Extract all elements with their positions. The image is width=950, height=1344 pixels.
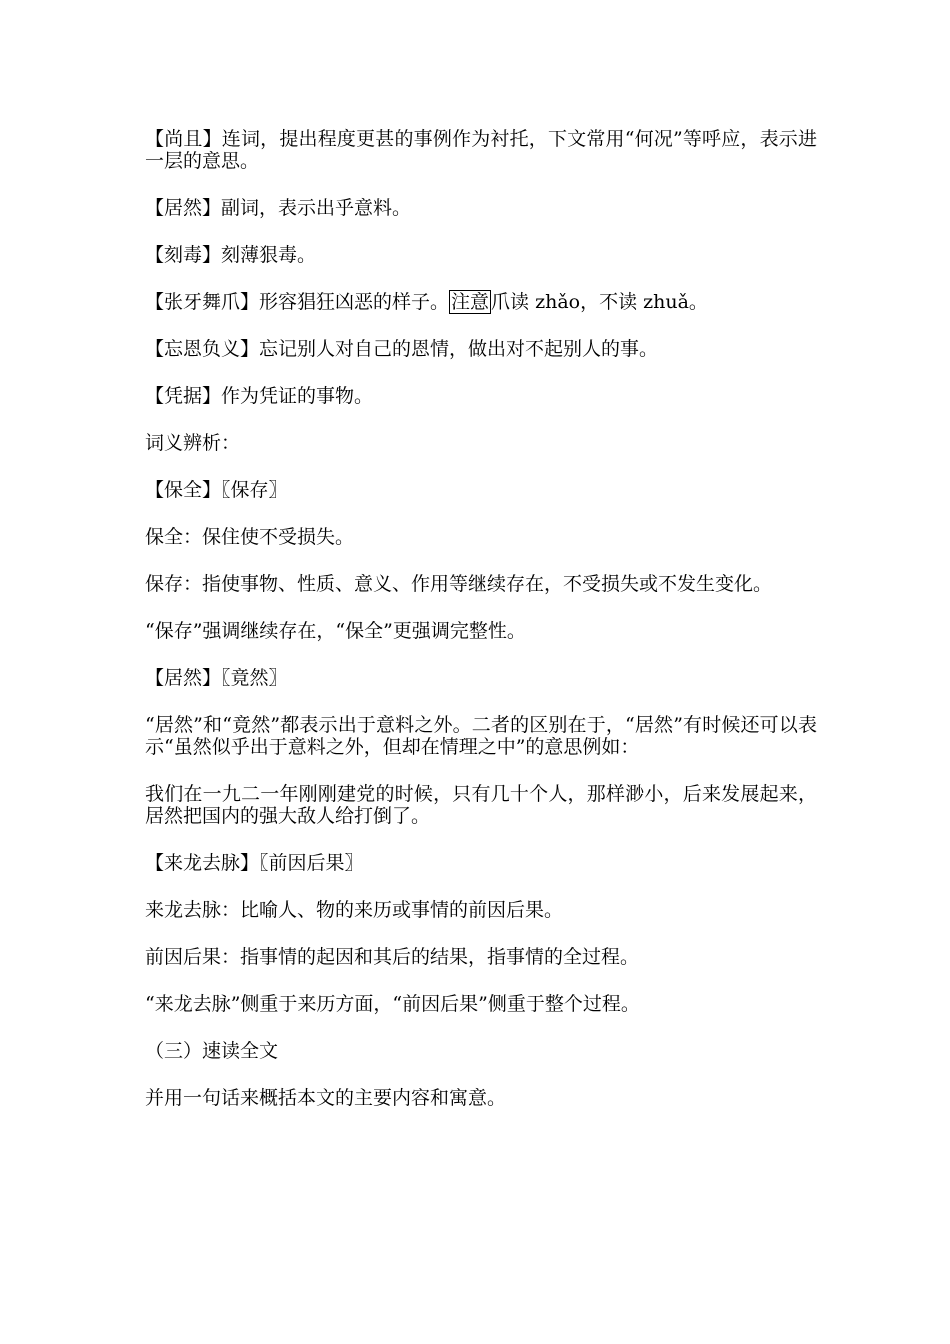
- definition-kedu: 【刻毒】刻薄狠毒。: [145, 244, 317, 266]
- definition-wangenfuyi: 【忘恩负义】忘记别人对自己的恩情，做出对不起别人的事。: [145, 338, 659, 360]
- pair-heading-lailongqumai: 【来龙去脉】〖前因后果〗: [145, 852, 364, 874]
- note-box-label: 注意: [451, 291, 490, 313]
- definition-qianyinhouguo: 前因后果：指事情的起因和其后的结果，指事情的全过程。: [145, 946, 640, 968]
- section-heading-word-analysis: 词义辨析：: [145, 432, 241, 454]
- comparison-baocun-baoquan: “保存”强调继续存在，“保全”更强调完整性。: [145, 620, 526, 642]
- pair-heading-juran-jingran: 【居然】〖竟然〗: [145, 667, 288, 689]
- pair-heading-baoquan-baocun: 【保全】〖保存〗: [145, 479, 288, 501]
- definition-lailongqumai: 来龙去脉：比喻人、物的来历或事情的前因后果。: [145, 899, 564, 921]
- example-sentence: 我们在一九二一年刚刚建党的时候，只有几十个人，那样渺小，后来发展起来，居然把国内的强大敌人给打倒了。: [145, 783, 817, 827]
- task-instruction: 并用一句话来概括本文的主要内容和寓意。: [145, 1087, 507, 1109]
- pronunciation-note: 爪读 zhǎo，不读 zhuǎ。: [491, 291, 708, 313]
- definition-zhangyawuzhua-text: 【张牙舞爪】形容猖狂凶恶的样子。: [145, 291, 450, 313]
- comparison-juran-jingran: “居然”和“竟然”都表示出于意料之外。二者的区别在于，“居然”有时候还可以表示“虽然似乎出于意料之外，但却在情理之中”的意思例如：: [145, 714, 817, 758]
- section-heading-speed-reading: （三）速读全文: [145, 1040, 279, 1062]
- definition-baocun: 保存：指使事物、性质、意义、作用等继续存在，不受损失或不发生变化。: [145, 573, 773, 595]
- definition-baoquan: 保全：保住使不受损失。: [145, 526, 355, 548]
- definition-juran: 【居然】副词，表示出乎意料。: [145, 197, 412, 219]
- definition-pingju: 【凭据】作为凭证的事物。: [145, 385, 374, 407]
- definition-zhangyawuzhua: [145, 291, 817, 313]
- document-body: [145, 128, 817, 1134]
- definition-shangqie: 【尚且】连词，提出程度更甚的事例作为衬托，下文常用“何况”等呼应，表示进一层的意思。: [145, 128, 817, 172]
- comparison-lailongqumai: “来龙去脉”侧重于来历方面，“前因后果”侧重于整个过程。: [145, 993, 640, 1015]
